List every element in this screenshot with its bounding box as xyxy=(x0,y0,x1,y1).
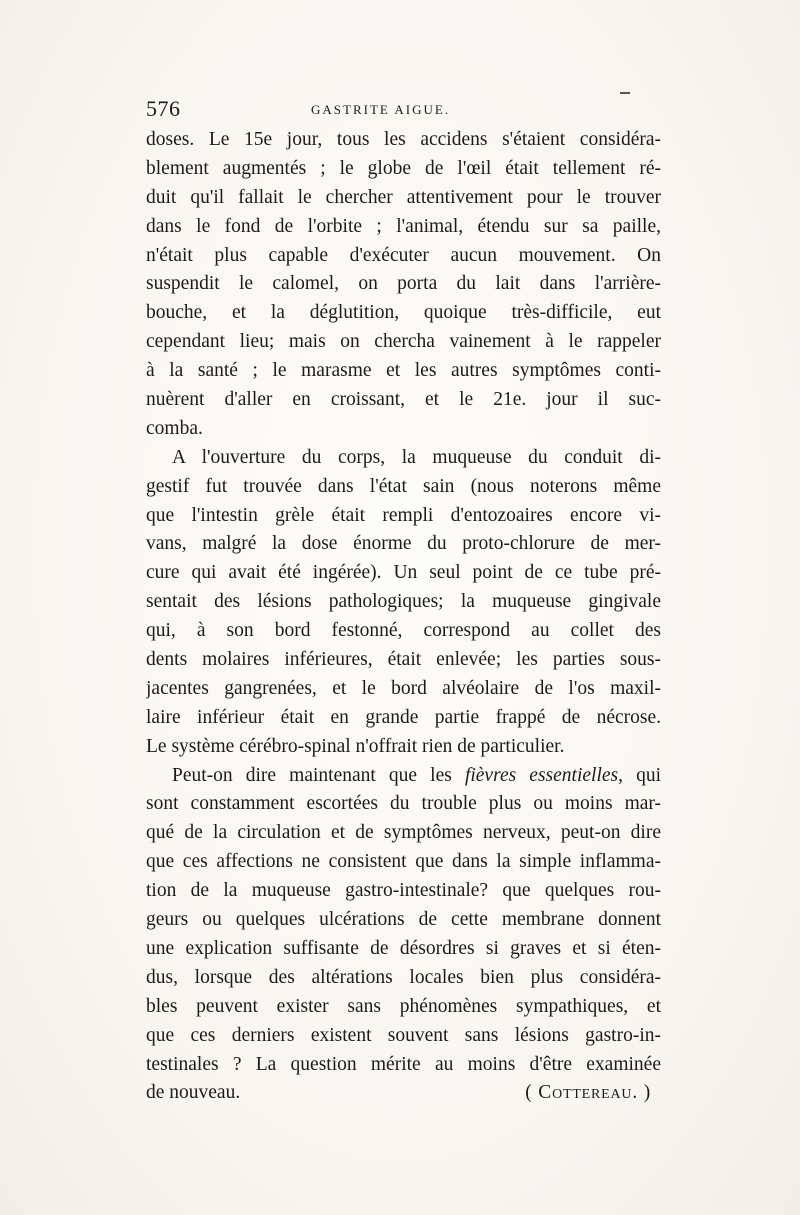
text-line: sont constamment escortées du trouble plus ou moins mar- xyxy=(146,793,661,815)
text-line: que l'intestin grèle était rempli d'entozoaires encore vi- xyxy=(146,504,661,526)
text-line: à la santé ; le marasme et les autres symptômes conti- xyxy=(146,360,661,382)
text-line: Le système cérébro-spinal n'offrait rien de particulier. xyxy=(146,735,565,757)
text-line xyxy=(146,762,661,791)
text-line: doses. Le 15e jour, tous les accidens s'étaient considéra- xyxy=(146,129,661,150)
text-line: bouche, et la déglutition, quoique très-difficile, eut xyxy=(146,302,661,324)
text-line: qui, à son bord festonné, correspond au collet des xyxy=(146,620,661,642)
text-line: nuèrent d'aller en croissant, et le 21e. jour il suc- xyxy=(146,389,661,411)
text-line: bles peuvent exister sans phénomènes sympathiques, et xyxy=(146,995,661,1017)
text-line: duit qu'il fallait le chercher attentivement pour le trouver xyxy=(146,186,661,208)
author-signature: ( Cottereau. ) xyxy=(525,1082,651,1104)
paragraph-2 xyxy=(146,444,661,762)
text-line: n'était plus capable d'exécuter aucun mouvement. On xyxy=(146,244,661,266)
text-line: suspendit le calomel, on porta du lait dans l'arrière- xyxy=(146,273,661,295)
text-segment: Peut-on dire maintenant que les xyxy=(172,764,465,786)
text-line: une explication suffisante de désordres si graves et si éten- xyxy=(146,937,661,959)
body-text xyxy=(146,126,661,1108)
print-mark xyxy=(620,92,630,94)
text-line: comba. xyxy=(146,417,203,439)
text-line: qué de la circulation et de symptômes nerveux, peut-on dire xyxy=(146,822,661,844)
text-segment: , qui xyxy=(618,764,661,786)
paragraph-3 xyxy=(146,762,661,1109)
text-line: dus, lorsque des altérations locales bien plus considéra- xyxy=(146,966,661,988)
text-line: dans le fond de l'orbite ; l'animal, étendu sur sa paille, xyxy=(146,215,661,237)
text-line: A l'ouverture du corps, la muqueuse du conduit di- xyxy=(172,446,661,468)
text-segment: de nouveau. xyxy=(146,1082,241,1104)
text-line: testinales ? La question mérite au moins d'être examinée xyxy=(146,1053,661,1075)
text-line: tion de la muqueuse gastro-intestinale? que quelques rou- xyxy=(146,880,661,902)
text-line: cure qui avait été ingérée). Un seul point de ce tube pré- xyxy=(146,562,661,584)
text-line: geurs ou quelques ulcérations de cette membrane donnent xyxy=(146,909,661,931)
paragraph-1 xyxy=(146,126,661,444)
page-header xyxy=(146,96,661,126)
text-line: sentait des lésions pathologiques; la muqueuse gingivale xyxy=(146,591,661,613)
text-line: jacentes gangrenées, et le bord alvéolaire de l'os maxil- xyxy=(146,677,661,699)
text-line: que ces affections ne consistent que dans la simple inflamma- xyxy=(146,851,661,873)
text-line: cependant lieu; mais on chercha vainement à le rappeler xyxy=(146,331,661,353)
text-line: gestif fut trouvée dans l'état sain (nous noterons même xyxy=(146,475,661,497)
text-line: vans, malgré la dose énorme du proto-chlorure de mer- xyxy=(146,533,661,555)
text-line: blement augmentés ; le globe de l'œil était tellement ré- xyxy=(146,157,661,179)
italic-term: fièvres essentielles xyxy=(464,764,619,786)
text-line xyxy=(146,1079,661,1108)
text-line: laire inférieur était en grande partie frappé de nécrose. xyxy=(146,706,661,728)
running-title: GASTRITE AIGUE. xyxy=(311,102,451,117)
text-line: dents molaires inférieures, était enlevée; les parties sous- xyxy=(146,649,661,671)
page-number: 576 xyxy=(146,96,181,121)
text-line: que ces derniers existent souvent sans lésions gastro-in- xyxy=(146,1024,661,1046)
